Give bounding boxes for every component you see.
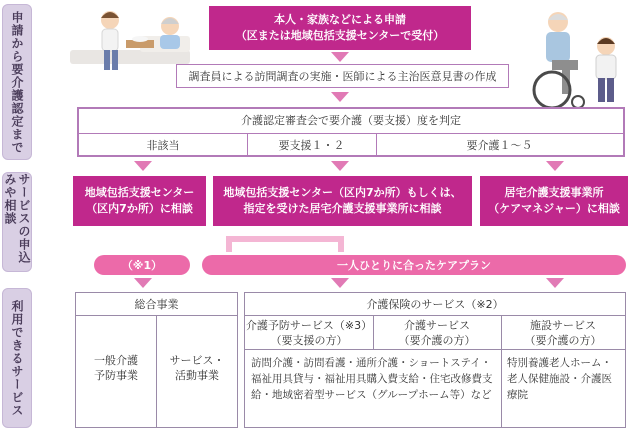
wheelchair-caregiver-illustration bbox=[518, 8, 630, 112]
sougou-jigyou-block bbox=[75, 292, 238, 428]
arrow-down bbox=[134, 278, 152, 288]
consult-box-community-or-provider bbox=[213, 176, 472, 226]
application-line1: 本人・家族などによる申請 bbox=[274, 13, 406, 26]
sidebar-section-services: 利用できるサービス bbox=[2, 288, 32, 428]
committee-block bbox=[77, 107, 625, 157]
committee-title: 介護認定審査会で要介護（要支援）度を判定 bbox=[241, 114, 461, 127]
service-activity-project: サービス・ 活動事業 bbox=[169, 354, 225, 382]
general-prevention-project: 一般介護 予防事業 bbox=[94, 354, 138, 382]
divider bbox=[79, 133, 623, 134]
divider bbox=[245, 315, 625, 316]
careplan-pill: 一人ひとりに合ったケアプラン bbox=[202, 255, 626, 275]
application-box bbox=[209, 6, 471, 50]
kaigo-hoken-block bbox=[244, 292, 626, 428]
arrow-down bbox=[331, 52, 349, 62]
kaigo-title: 介護保険のサービス（※2） bbox=[366, 298, 504, 311]
arrow-down bbox=[331, 278, 349, 288]
consult-line2: 指定を受けた居宅介護支援事業所に相談 bbox=[243, 202, 442, 215]
consult-box-care-manager bbox=[480, 176, 628, 226]
care-service-head: 介護サービス （要介護の方） bbox=[398, 319, 476, 347]
arrow-down bbox=[134, 161, 152, 171]
survey-box: 調査員による訪問調査の実施・医師による主治医意見書の作成 bbox=[176, 64, 509, 88]
facility-service-head: 施設サービス （要介護の方） bbox=[524, 319, 602, 347]
connector-bracket bbox=[226, 236, 344, 252]
consult-line1: 居宅介護支援事業所 bbox=[504, 186, 604, 199]
level-care: 要介護１～５ bbox=[466, 139, 533, 152]
consult-line2: （ケアマネジャー）に相談 bbox=[488, 202, 620, 215]
sidebar-section-consultation: サービスの申込みや相談 bbox=[2, 172, 32, 272]
application-line2: （区または地域包括支援センターで受付） bbox=[235, 29, 445, 42]
facility-service-list: 特別養護老人ホーム・老人保健施設・介護医療院 bbox=[507, 357, 612, 401]
arrow-down bbox=[331, 92, 349, 102]
prevention-service-head: 介護予防サービス（※3） （要支援の方） bbox=[245, 319, 373, 347]
consult-box-community-center bbox=[73, 176, 206, 226]
home-service-list: 訪問介護・訪問看護・通所介護・ショートステイ・福祉用具貸与・福祉用具購入費支給・住宅改修費支給・地域密着型サービス（グループホーム等）など bbox=[251, 357, 493, 401]
level-non-applicable: 非該当 bbox=[146, 139, 180, 152]
consult-line2: （区内7か所）に相談 bbox=[86, 202, 193, 215]
divider bbox=[245, 349, 625, 350]
note1-pill: （※1） bbox=[94, 255, 190, 275]
arrow-down bbox=[546, 278, 564, 288]
consult-line1: 地域包括支援センター（区内7か所）もしくは、 bbox=[223, 186, 462, 199]
arrow-down bbox=[546, 161, 564, 171]
arrow-down bbox=[331, 161, 349, 171]
consult-line1: 地域包括支援センター bbox=[84, 186, 195, 199]
level-support: 要支援１・２ bbox=[278, 139, 345, 152]
sidebar-section-application: 申請から要介護認定まで bbox=[2, 4, 32, 160]
sougou-title: 総合事業 bbox=[134, 298, 179, 311]
